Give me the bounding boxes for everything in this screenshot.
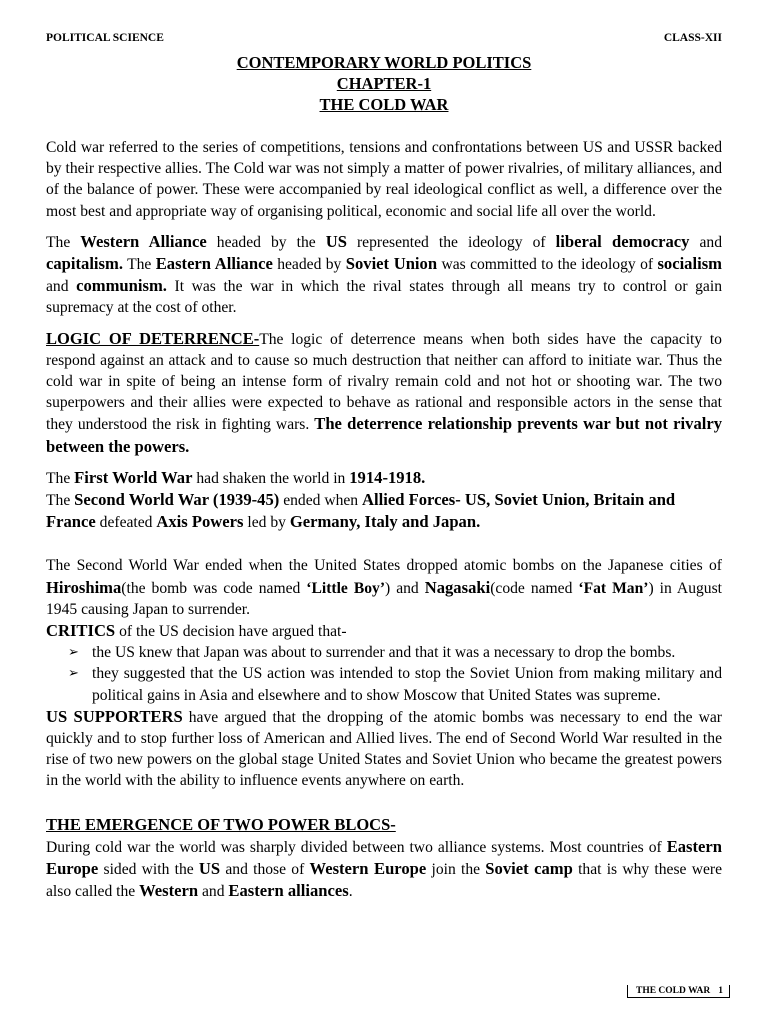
deterrence-paragraph: LOGIC OF DETERRENCE-The logic of deterrence means when both sides have the capacity to respond against an attack and to cause so much destruction that neither can afford to initiate war. Thus the cold war in spite of being an intense form of rivalry remain cold and not hot or shooting war. The two superpowers and their allies were expected to behave as rational and responsible actors in the sense that they understood the risk in fighting wars. The deterrence relationship prevents war but not rivalry between the powers. (46, 328, 723, 456)
title-line-1: CONTEMPORARY WORLD POLITICS (236, 53, 532, 72)
subject-label: POLITICAL SCIENCE (46, 32, 164, 44)
footer-label: THE COLD WAR (635, 986, 711, 996)
title-line-3: THE COLD WAR (319, 95, 449, 114)
title-line-2: CHAPTER-1 (336, 74, 432, 93)
power-blocs-heading: THE EMERGENCE OF TWO POWER BLOCS- (46, 814, 396, 834)
alliances-paragraph: The Western Alliance headed by the US represented the ideology of liberal democracy and capitalism. The Eastern Alliance headed by Soviet Union was committed to the ideology of socialism and communism. It was the war in which the rival states through all means try to control or gain supremacy at the cost of other. (46, 231, 722, 317)
list-item: ➢ they suggested that the US action was intended to stop the Soviet Union from making military and political gains in Asia and elsewhere and to show Moscow that United States was supreme. (68, 665, 722, 704)
arrow-bullet-icon: ➢ (68, 666, 79, 682)
page-number: 1 (718, 986, 723, 996)
atomic-bombs-paragraph: The Second World War ended when the United States dropped atomic bombs on the Japanese cities of Hiroshima(the bomb was code named ‘Little Boy’) and Nagasaki(code named ‘Fat Man’) in August 1945 causing Japan to surrender. (46, 557, 722, 618)
power-blocs-paragraph: During cold war the world was sharply divided between two alliance systems. Most countries of Eastern Europe sided with the US and those of Western Europe join the Soviet camp that is why these were also called the Western and Eastern alliances. (46, 836, 723, 901)
page-header (46, 32, 722, 44)
supporters-paragraph: US SUPPORTERS have argued that the dropping of the atomic bombs was necessary to end the war quickly and to stop further loss of American and Allied lives. The end of Second World War resulted in the rise of two new powers on the global stage United States and Soviet Union who became the greatest powers in the world with the ability to influence events anywhere on earth. (46, 706, 722, 790)
critics-list (46, 642, 722, 706)
intro-paragraph: Cold war referred to the series of competitions, tensions and confrontations between US and USSR backed by their respective allies. The Cold war was not simply a matter of power rivalries, of military alliances, and of the balance of power. These were accompanied by real ideological conflict as well, a difference over the most best and appropriate way of organising political, economic and social life all over the world. (46, 139, 722, 220)
class-label: CLASS-XII (663, 32, 722, 44)
title-block (46, 52, 722, 115)
world-wars-paragraph: The First World War had shaken the world in 1914-1918. The Second World War (1939-45) ended when Allied Forces- US, Soviet Union, Britain and France defeated Axis Powers led by Germany, Italy and Japan. (46, 467, 676, 532)
deterrence-heading: LOGIC OF DETERRENCE- (46, 328, 260, 348)
document-page (46, 32, 722, 903)
critics-paragraph: CRITICS of the US decision have argued that- (46, 621, 347, 641)
arrow-bullet-icon: ➢ (68, 645, 79, 661)
list-item: ➢ the US knew that Japan was about to surrender and that it was a necessary to drop the bombs. (46, 642, 722, 663)
page-footer (627, 985, 730, 998)
